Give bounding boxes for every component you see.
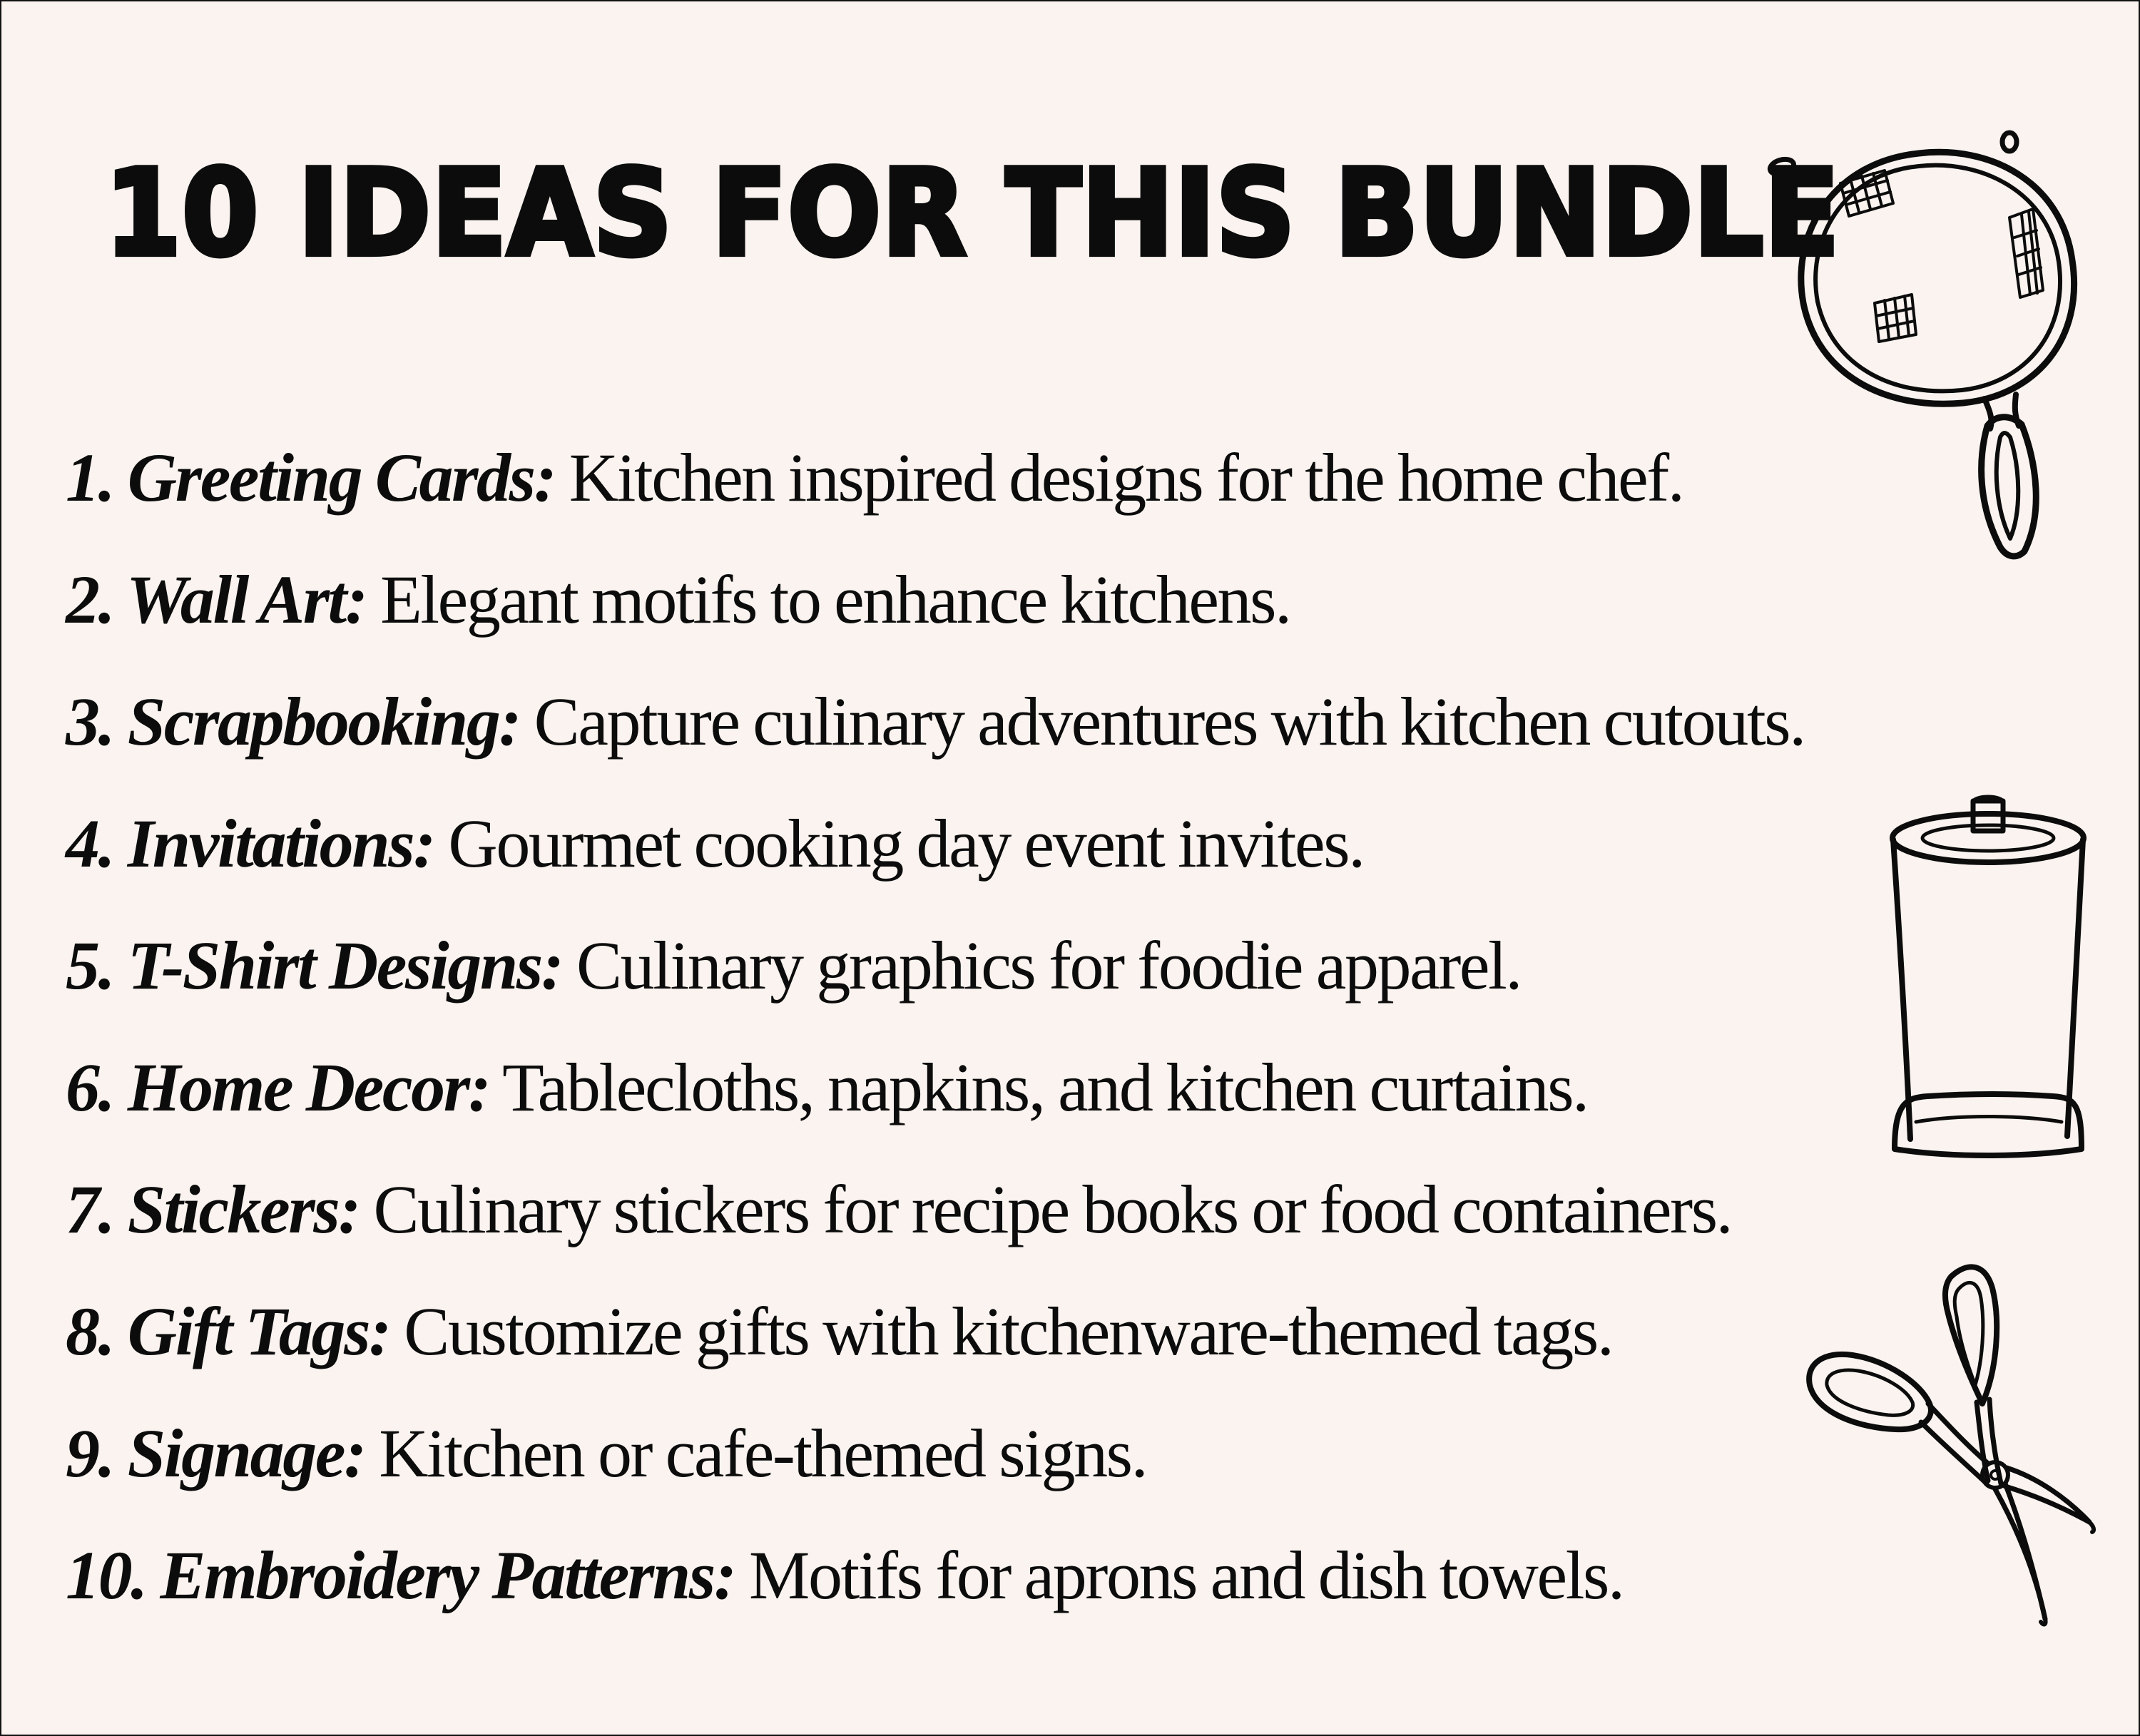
list-item	[66, 441, 1805, 563]
scissors-icon	[1795, 1257, 2109, 1628]
ideas-list	[66, 441, 1805, 1661]
idea-title: 5. T-Shirt Designs:	[66, 927, 563, 1004]
idea-title: 10. Embroidery Patterns:	[66, 1537, 735, 1613]
idea-description: Gourmet cooking day event invites.	[448, 805, 1364, 882]
list-item	[66, 1417, 1805, 1539]
idea-description: Elegant motifs to enhance kitchens.	[380, 561, 1290, 638]
idea-description: Kitchen or cafe-themed signs.	[379, 1415, 1147, 1491]
idea-description: Culinary stickers for recipe books or food containers.	[373, 1171, 1732, 1247]
strainer-icon	[1763, 126, 2106, 568]
idea-title: 2. Wall Art:	[66, 561, 367, 638]
idea-description: Culinary graphics for foodie apparel.	[576, 927, 1522, 1004]
idea-title: 9. Signage:	[66, 1415, 365, 1491]
idea-description: Tablecloths, napkins, and kitchen curtains.	[502, 1049, 1588, 1125]
idea-description: Motifs for aprons and dish towels.	[749, 1537, 1624, 1613]
idea-title: 8. Gift Tags:	[66, 1293, 390, 1369]
page-title: 10 IDEAS FOR THIS BUNDLE	[105, 144, 1840, 283]
list-item	[66, 1295, 1805, 1417]
idea-description: Customize gifts with kitchenware-themed tags.	[404, 1293, 1613, 1369]
idea-title: 4. Invitations:	[66, 805, 434, 882]
idea-title: 3. Scrapbooking:	[66, 683, 520, 760]
idea-title: 6. Home Decor:	[66, 1049, 490, 1125]
idea-title: 7. Stickers:	[66, 1171, 360, 1247]
list-item	[66, 929, 1805, 1051]
idea-description: Capture culinary adventures with kitchen cutouts.	[534, 683, 1805, 760]
list-item	[66, 563, 1805, 685]
list-item	[66, 685, 1805, 807]
idea-title: 1. Greeting Cards:	[66, 439, 556, 516]
idea-description: Kitchen inspired designs for the home chef.	[569, 439, 1683, 516]
list-item	[66, 807, 1805, 929]
list-item	[66, 1539, 1805, 1661]
list-item	[66, 1051, 1805, 1173]
list-item	[66, 1173, 1805, 1295]
paper-towel-roll-icon	[1885, 790, 2091, 1168]
